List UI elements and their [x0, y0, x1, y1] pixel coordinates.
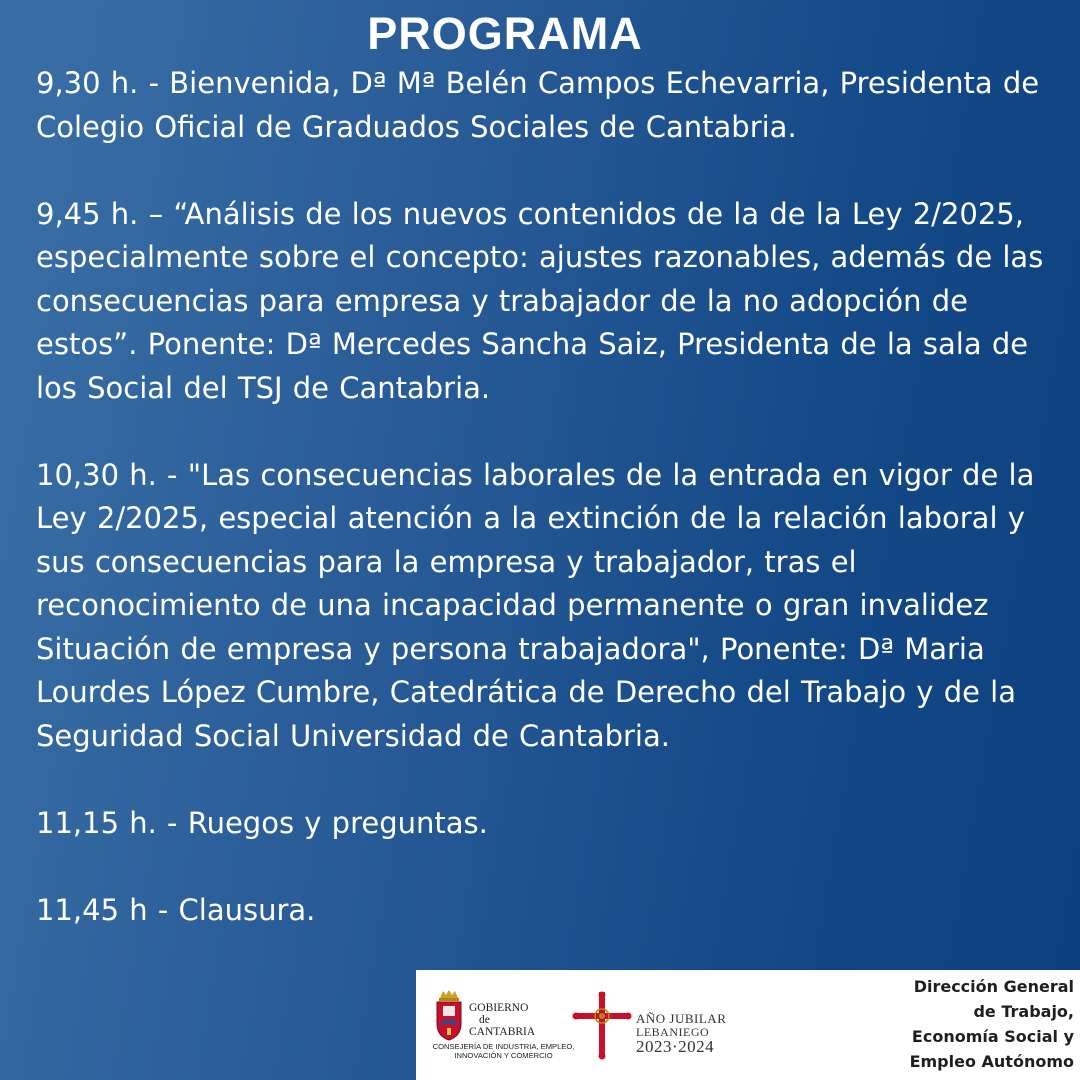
program-item: 9,45 h. – “Análisis de los nuevos contenidos de la de la Ley 2/2025, especialmente sobre el concepto: ajustes razonables, además de las consecuencias para empresa y trabajador de la no adopción de estos”. Ponente: Dª Mercedes Sancha Saiz, Presidenta de la sala de los Social del TSJ de Cantabria.: [36, 196, 1044, 405]
direccion-line3: Economía Social y: [911, 1027, 1074, 1046]
ano-jubilar-text: [636, 1012, 746, 1056]
cantabria-crest-icon: [434, 988, 464, 1042]
program-item: 10,30 h. - "Las consecuencias laborales de la entrada en vigor de la Ley 2/2025, especial atención a la extinción de la relación laboral y sus consecuencias para la empresa y trabajador, tras el reconocimiento de una incapacidad permanente o gran invalidez Situación de empresa y persona trabajadora", Ponente: Dª Maria Lourdes López Cumbre, Catedrática de Derecho del Trabajo y de la Seguridad Social Universidad de Cantabria.: [36, 457, 1035, 753]
lebaniego-cross-icon: [572, 990, 632, 1060]
gobierno-line3: CANTABRIA: [469, 1026, 536, 1038]
consejeria-line1: CONSEJERÍA DE INDUSTRIA, EMPLEO,: [432, 1042, 575, 1051]
gobierno-name: [469, 1002, 589, 1038]
program-item: 11,15 h. - Ruegos y preguntas.: [36, 805, 488, 840]
page-title: PROGRAMA: [367, 8, 643, 59]
program-item: 9,30 h. - Bienvenida, Dª Mª Belén Campos Echevarria, Presidenta de Colegio Oficial de Graduados Sociales de Cantabria.: [36, 66, 1040, 144]
direccion-line4: Empleo Autónomo: [909, 1052, 1074, 1071]
gobierno-cantabria-logo: [434, 988, 594, 1068]
sponsor-footer: [416, 970, 1080, 1080]
jubilar-years: 2023·2024: [636, 1037, 715, 1056]
program-item: 11,45 h - Clausura.: [36, 892, 316, 927]
jubilar-line1: AÑO JUBILAR: [636, 1011, 727, 1026]
ano-jubilar-logo: [572, 990, 742, 1062]
consejeria-name: [416, 1042, 591, 1060]
direccion-line2: de Trabajo,: [973, 1002, 1074, 1021]
direccion-general: [884, 974, 1074, 1074]
jubilar-line2: LEBANIEGO: [636, 1025, 710, 1039]
program-list: [36, 62, 1061, 932]
gobierno-line1: GOBIERNO: [469, 1002, 529, 1014]
direccion-line1: Dirección General: [913, 977, 1074, 996]
gobierno-line2: de: [479, 1014, 490, 1026]
consejeria-line2: INNOVACIÓN Y COMERCIO: [454, 1051, 553, 1060]
